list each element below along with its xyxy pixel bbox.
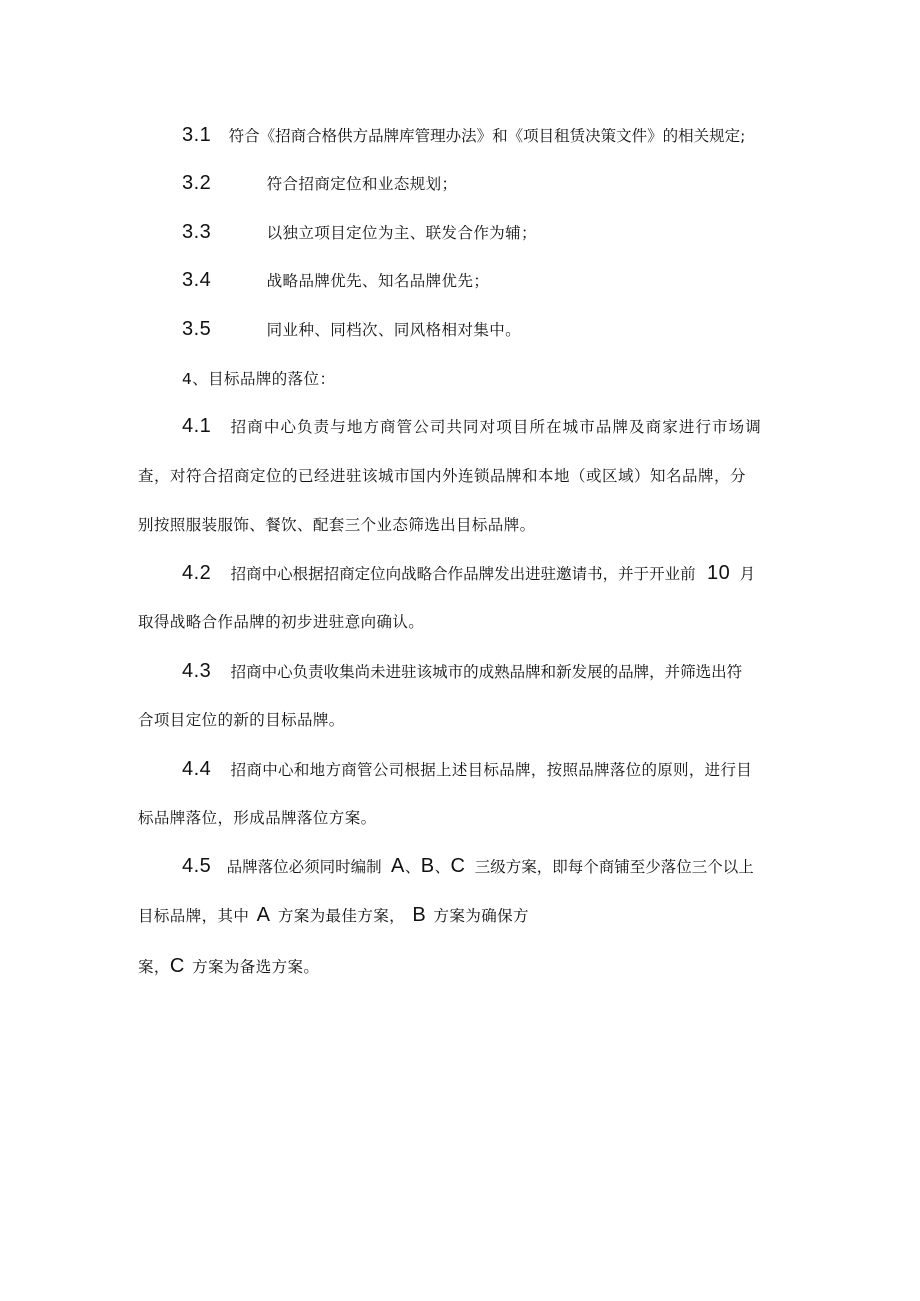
para-4-2-line1 (182, 562, 755, 585)
item-number: 3.3 (182, 221, 212, 243)
plan-letter: A (256, 904, 271, 926)
para-4-3-line2: 合项目定位的新的目标品牌。 (138, 711, 345, 729)
plan-letter: B (420, 855, 435, 877)
para-text: 案， (138, 958, 170, 976)
para-text: 品牌落位必须同时编制 (226, 858, 382, 876)
item-text: 符合《招商合格供方品牌库管理办法》和《项目租赁决策文件》的相关规定; (228, 127, 746, 145)
para-4-2-line2: 取得战略合作品牌的初步进驻意向确认。 (138, 613, 425, 631)
item-3-5 (182, 318, 521, 341)
item-number: 3.5 (182, 318, 212, 340)
para-4-1-line2: 查，对符合招商定位的已经进驻该城市国内外连锁品牌和本地（或区域）知名品牌，分 (138, 467, 747, 485)
para-text: 方案为备选方案。 (192, 958, 320, 976)
inline-number: 10 (706, 562, 731, 584)
item-number: 4.4 (182, 758, 212, 780)
para-text: 月 (739, 565, 756, 583)
section-heading: 4、目标品牌的落位： (182, 370, 336, 388)
item-number: 3.1 (182, 124, 212, 146)
para-text: 三级方案，即每个商铺至少落位三个以上 (474, 858, 754, 876)
separator: 、 (434, 858, 451, 876)
plan-letter: C (450, 855, 466, 877)
item-text: 符合招商定位和业态规划； (266, 175, 458, 193)
item-3-2 (182, 172, 457, 195)
item-3-4 (182, 269, 489, 292)
para-text: 招商中心负责收集尚未进驻该城市的成熟品牌和新发展的品牌，并筛选出符 (230, 663, 743, 681)
item-number: 4.1 (182, 415, 212, 437)
para-4-5-line3 (138, 955, 319, 978)
item-number: 4.2 (182, 562, 212, 584)
item-number: 3.2 (182, 172, 212, 194)
plan-letter: C (169, 955, 185, 977)
para-4-3-line1 (182, 660, 742, 683)
item-text: 以独立项目定位为主、联发合作为辅； (266, 224, 537, 242)
para-text: 方案为最佳方案， (277, 907, 406, 925)
para-text: 招商中心和地方商管公司根据上述目标品牌，按照品牌落位的原则，进行目 (230, 761, 753, 779)
para-text: 目标品牌，其中 (138, 907, 250, 925)
item-number: 3.4 (182, 269, 212, 291)
plan-letter: B (412, 904, 427, 926)
item-text: 同业种、同档次、同风格相对集中。 (266, 321, 522, 339)
para-4-1-line3: 别按照服装服饰、餐饮、配套三个业态筛选出目标品牌。 (138, 516, 536, 534)
para-text: 方案为确保方 (433, 907, 529, 925)
para-text: 招商中心负责与地方商管公司共同对项目所在城市品牌及商家进行市场调 (230, 418, 762, 436)
item-number: 4.5 (182, 855, 212, 877)
para-4-4-line1 (182, 758, 752, 781)
plan-letter: A (390, 855, 405, 877)
para-4-5-line2 (138, 904, 529, 927)
item-3-1 (182, 124, 745, 147)
item-number: 4.3 (182, 660, 212, 682)
para-4-1-line1 (182, 415, 762, 438)
separator: 、 (404, 858, 421, 876)
para-text: 招商中心根据招商定位向战略合作品牌发出进驻邀请书，并于开业前 (230, 565, 696, 583)
item-text: 战略品牌优先、知名品牌优先； (266, 272, 490, 290)
para-4-4-line2: 标品牌落位，形成品牌落位方案。 (138, 809, 377, 827)
item-3-3 (182, 221, 537, 244)
para-4-5-line1 (182, 855, 754, 878)
